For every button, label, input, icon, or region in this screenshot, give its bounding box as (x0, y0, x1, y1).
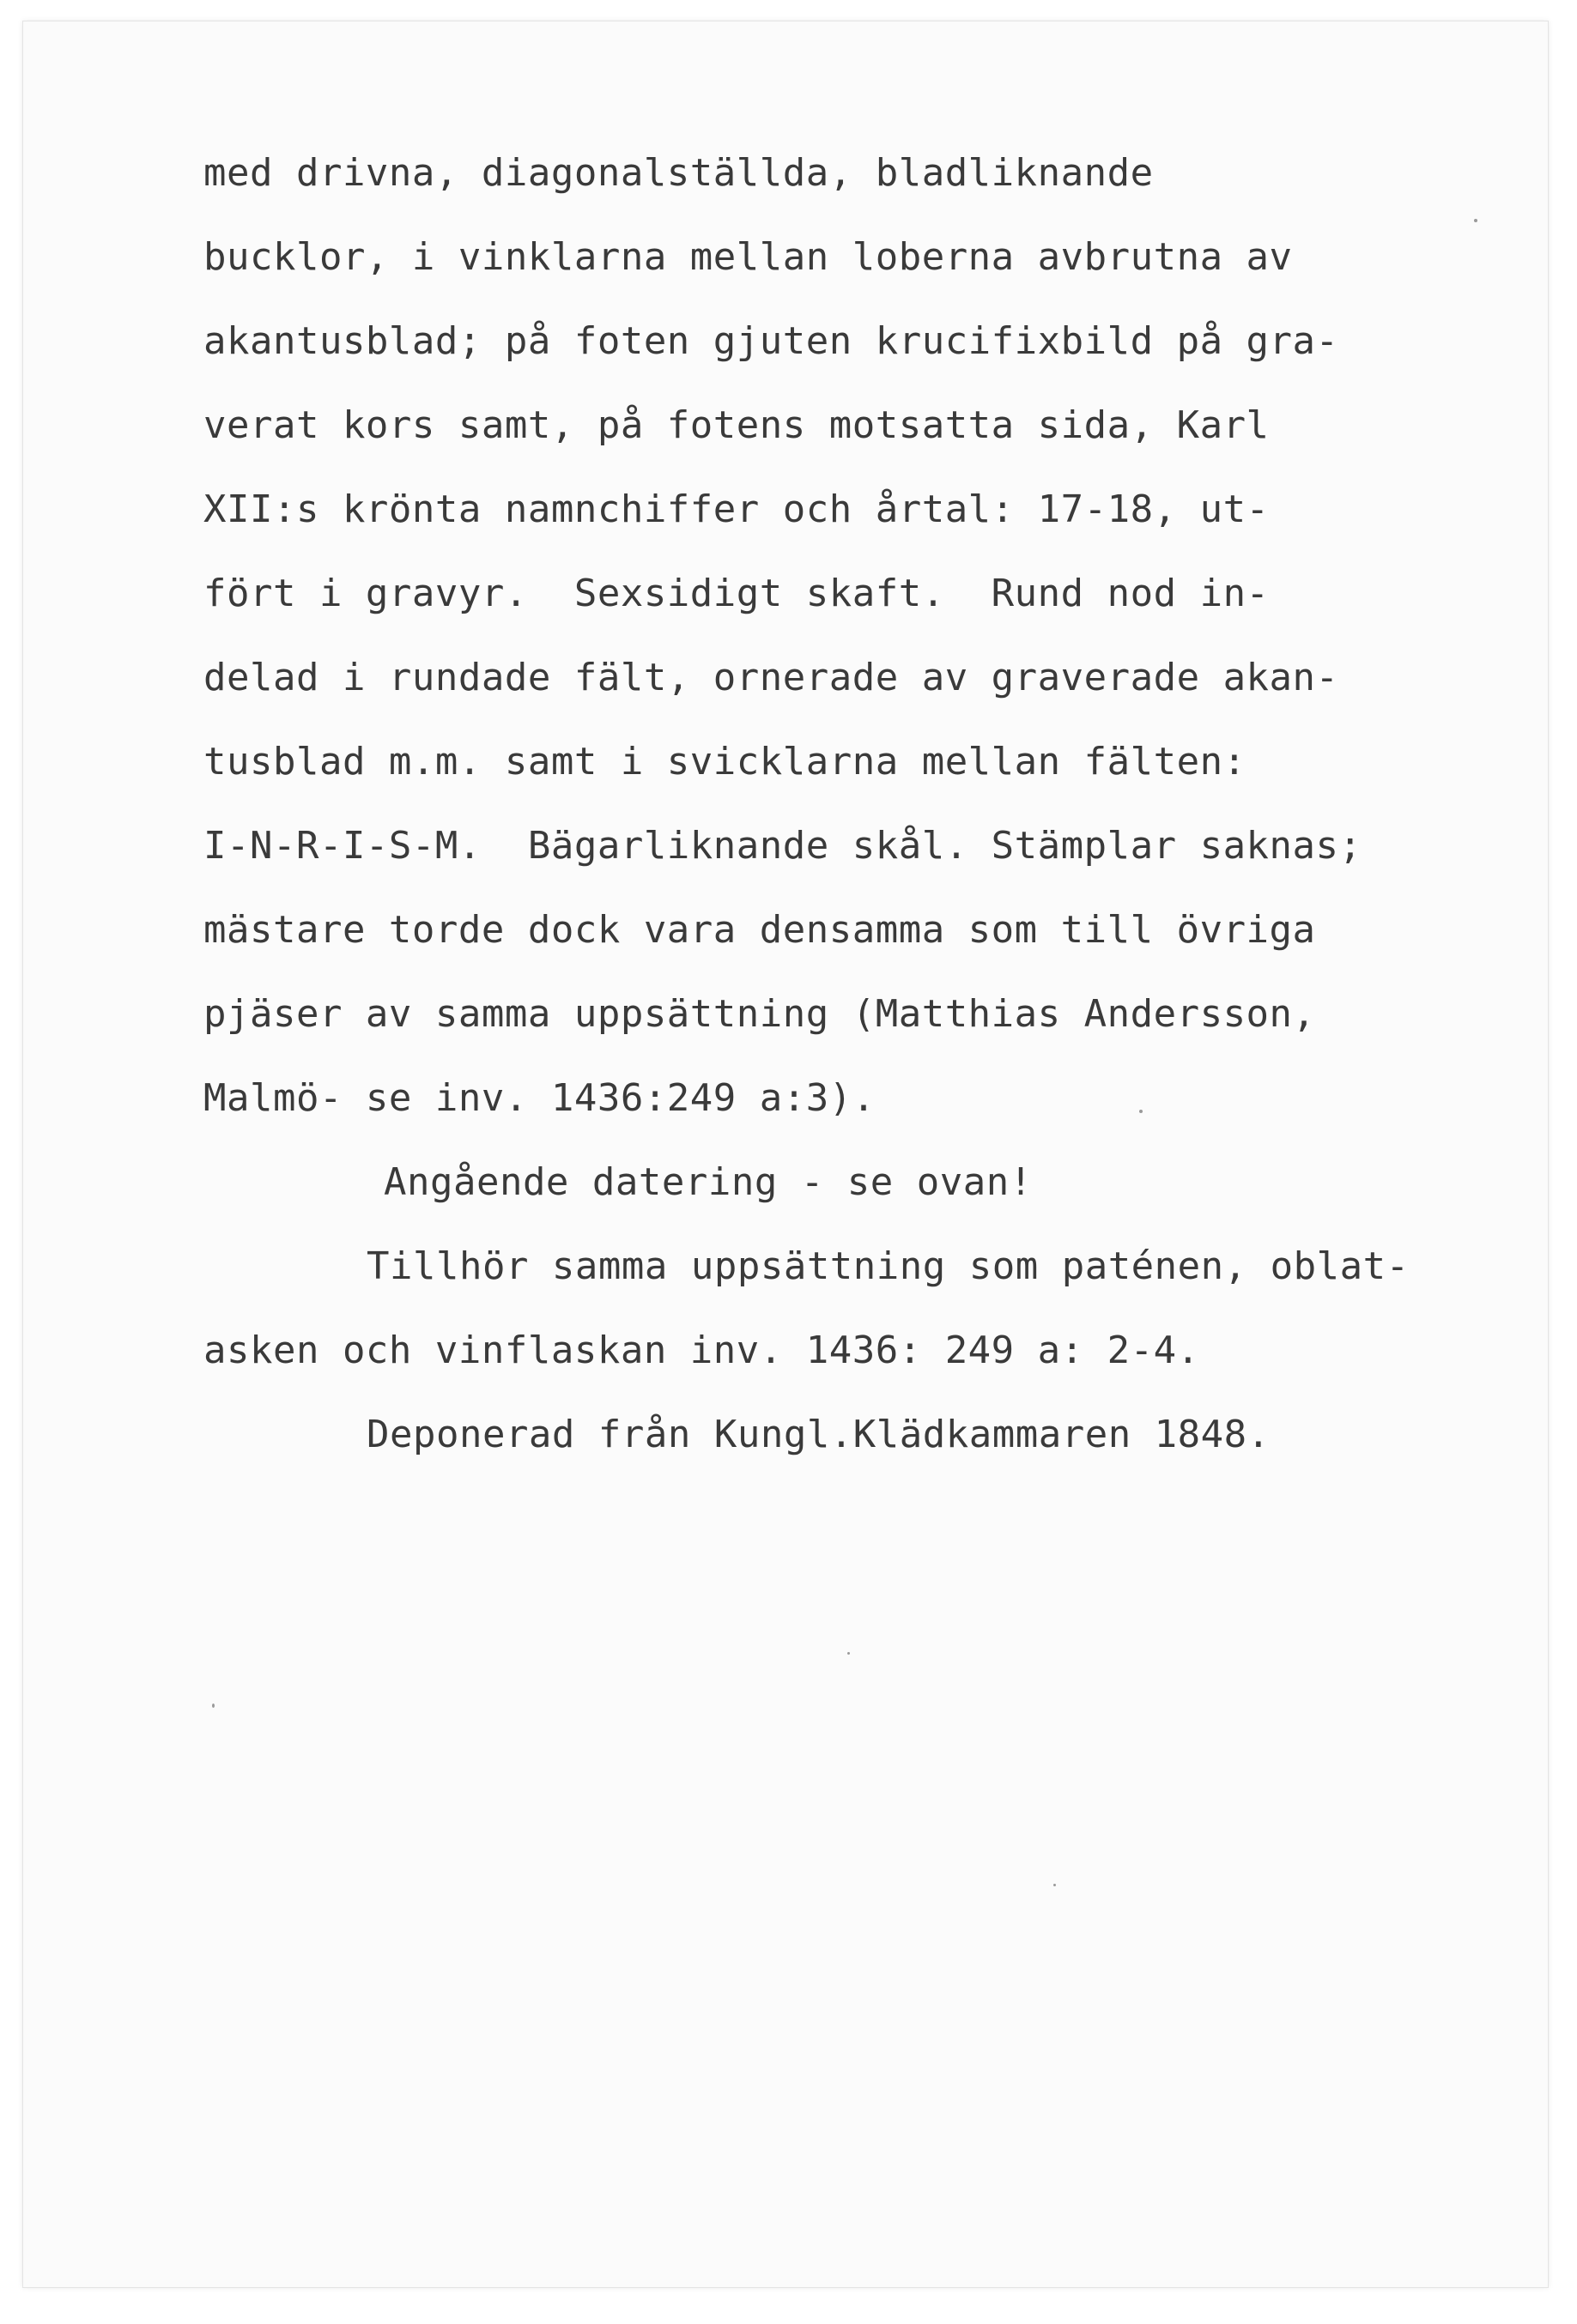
paper-speck (1139, 1110, 1143, 1113)
set-paragraph-line1: Tillhör samma uppsättning som paténen, oblat- (367, 1244, 1410, 1288)
text-line: delad i rundade fält, ornerade av graverade akan- (203, 656, 1339, 699)
document-sheet (22, 21, 1549, 2288)
text-line: Malmö- se inv. 1436:249 a:3). (203, 1076, 876, 1120)
text-line: bucklor, i vinklarna mellan loberna avbrutna av (203, 235, 1293, 279)
text-line: pjäser av samma uppsättning (Matthias Andersson, (203, 992, 1316, 1036)
dating-paragraph: Angående datering - se ovan! (384, 1160, 1033, 1204)
text-line: med drivna, diagonalställda, bladliknande (203, 151, 1154, 195)
deposit-paragraph: Deponerad från Kungl.Klädkammaren 1848. (367, 1413, 1271, 1456)
text-line: I-N-R-I-S-M. Bägarliknande skål. Stämplar saknas; (203, 824, 1362, 868)
text-line: akantusblad; på foten gjuten krucifixbild på gra- (203, 319, 1339, 363)
text-line: fört i gravyr. Sexsidigt skaft. Rund nod in- (203, 572, 1270, 615)
paper-speck (212, 1704, 215, 1708)
typewritten-text (203, 131, 1543, 1477)
paper-speck (1053, 1884, 1056, 1886)
paper-speck (1474, 219, 1477, 222)
text-line: tusblad m.m. samt i svicklarna mellan fälten: (203, 740, 1246, 784)
text-line: verat kors samt, på fotens motsatta sida, Karl (203, 403, 1270, 447)
text-line: XII:s krönta namnchiffer och årtal: 17-18, ut- (203, 487, 1270, 531)
paper-speck (847, 1652, 850, 1655)
set-paragraph-line2: asken och vinflaskan inv. 1436: 249 a: 2-4. (203, 1328, 1200, 1372)
text-line: mästare torde dock vara densamma som till övriga (203, 908, 1316, 952)
